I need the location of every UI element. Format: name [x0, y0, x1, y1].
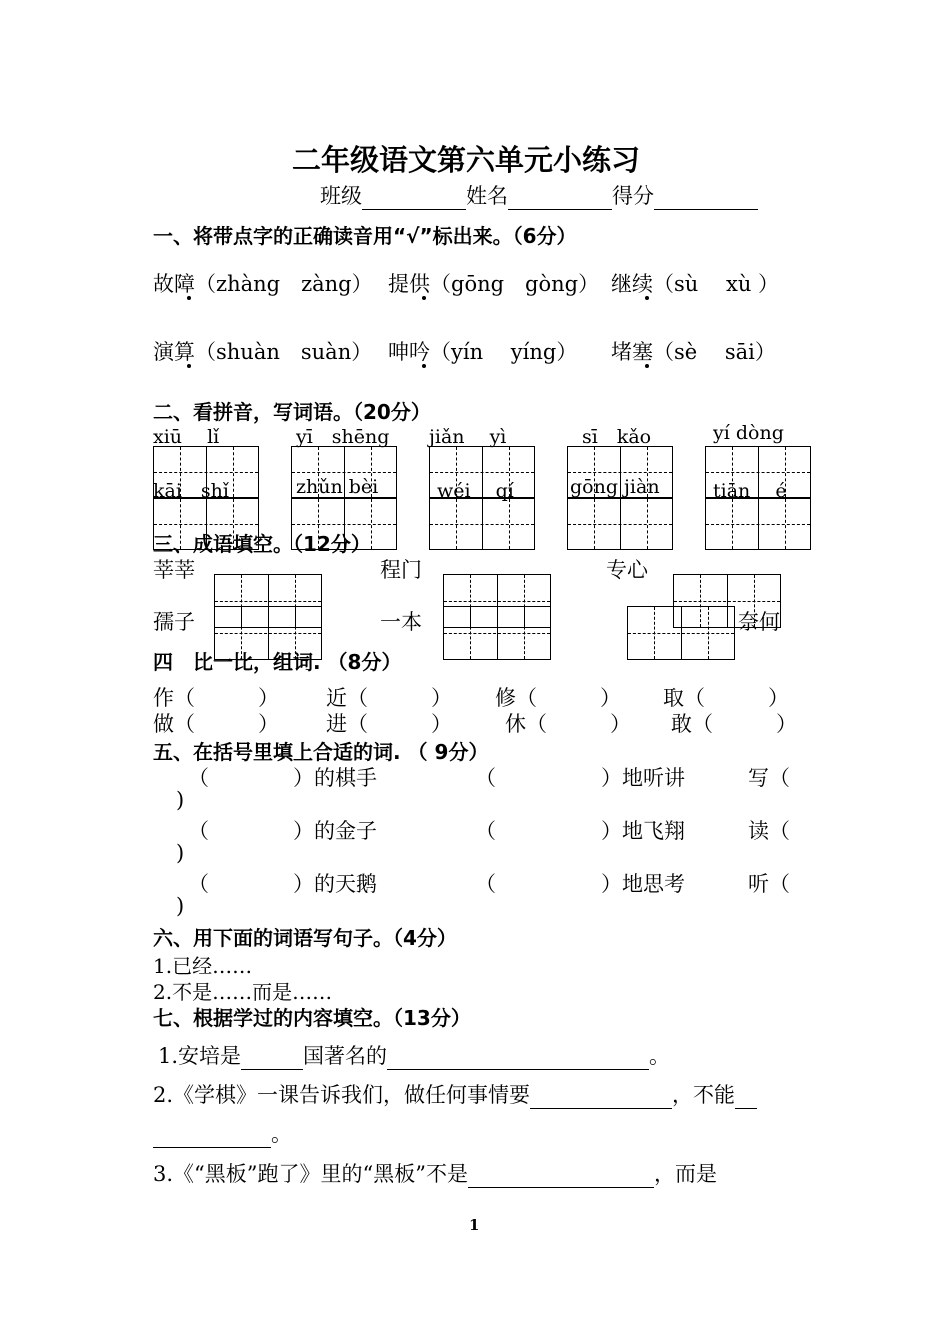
pinyin-1: xiū lǐ [153, 426, 220, 448]
idiom-4: 孺子 [153, 610, 195, 634]
section2-heading: 二、看拼音，写词语。（20分） [153, 400, 431, 424]
q1-blank-1[interactable] [241, 1047, 303, 1070]
score-blank[interactable] [654, 187, 758, 210]
section3-heading: 三、成语填空。（12分） [153, 532, 371, 556]
q2-blank-2[interactable] [735, 1086, 757, 1109]
name-label: 姓名 [466, 184, 508, 208]
idiom-1: 莘莘 [153, 558, 195, 582]
idiom-6: 奈何 [738, 610, 780, 634]
fill-item: （ ）地思考 [475, 872, 685, 896]
q1-text-c: 。 [649, 1044, 671, 1068]
fill-close: ) [176, 894, 185, 918]
fill-item: 听（ [748, 872, 790, 896]
section1-item-2: 提供（gōng gòng） [388, 272, 600, 296]
q3-text-a: 3.《“黑板”跑了》里的“黑板”不是 [153, 1162, 468, 1186]
emphasis-dot [422, 296, 426, 300]
idiom-2: 程门 [380, 558, 422, 582]
q3-line [153, 1158, 717, 1188]
q2-blank-1[interactable] [530, 1086, 672, 1109]
q1-text-a: 1.安培是 [158, 1044, 242, 1068]
info-line [320, 180, 758, 210]
class-blank[interactable] [362, 187, 466, 210]
q2-text-a: 2.《学棋》一课告诉我们，做任何事情要 [153, 1083, 531, 1107]
compare-item: 进（ ） [326, 712, 452, 736]
q3-text-b: ，而是 [653, 1162, 717, 1186]
section1-item-6: 堵塞（sè sāi） [611, 340, 776, 364]
page-title: 二年级语文第六单元小练习 [292, 143, 641, 177]
idiom-grid[interactable] [627, 606, 735, 660]
pinyin-3: jiǎn yì [429, 426, 507, 448]
sentence-item: 2.不是……而是…… [153, 980, 333, 1004]
compare-item: 敢（ ） [671, 712, 797, 736]
emphasis-dot [645, 364, 649, 368]
name-blank[interactable] [508, 187, 612, 210]
q2-line [153, 1079, 757, 1109]
section1-heading: 一、将带点字的正确读音用“√”标出来。（6分） [153, 224, 577, 248]
idiom-3: 专心 [606, 558, 648, 582]
pinyin-7: zhǔn bèi [296, 476, 379, 498]
fill-item: （ ）的棋手 [188, 766, 377, 790]
fill-item: 读（ [748, 819, 790, 843]
pinyin-9: gōng jiàn [570, 476, 660, 498]
score-label: 得分 [612, 184, 654, 208]
fill-close: ) [176, 788, 185, 812]
writing-grid[interactable] [429, 498, 535, 550]
fill-close: ) [176, 841, 185, 865]
q2-blank-3[interactable] [153, 1125, 271, 1148]
page-number: 1 [469, 1216, 480, 1234]
compare-item: 取（ ） [663, 686, 789, 710]
pinyin-4: sī kǎo [582, 426, 652, 448]
section1-item-1: 故障（zhàng zàng） [153, 272, 373, 296]
compare-item: 做（ ） [153, 712, 279, 736]
writing-grid[interactable] [705, 498, 811, 550]
section1-item-3: 继续（sù xù ） [611, 272, 780, 296]
pinyin-6: kāi shǐ [153, 480, 229, 502]
writing-grid[interactable] [567, 498, 673, 550]
q1-text-b: 国著名的 [303, 1044, 388, 1068]
compare-item: 作（ ） [153, 686, 279, 710]
emphasis-dot [187, 364, 191, 368]
q1-blank-2[interactable] [387, 1047, 649, 1070]
fill-item: （ ）的金子 [188, 819, 377, 843]
pinyin-10: tiān é [713, 480, 787, 502]
section1-item-4: 演算（shuàn suàn） [153, 340, 373, 364]
fill-item: （ ）的天鹅 [188, 872, 377, 896]
pinyin-2: yī shēng [296, 426, 390, 448]
section5-heading: 五、在括号里填上合适的词. （ 9分） [153, 740, 489, 764]
q2-text-c: 。 [271, 1122, 292, 1146]
fill-item: （ ）地听讲 [475, 766, 685, 790]
emphasis-dot [187, 296, 191, 300]
q2-text-b: ，不能 [672, 1083, 736, 1107]
emphasis-dot [422, 364, 426, 368]
section7-heading: 七、根据学过的内容填空。（13分） [153, 1006, 471, 1030]
pinyin-5: yí dòng [713, 422, 784, 444]
class-label: 班级 [320, 184, 362, 208]
q1-line [158, 1040, 670, 1070]
idiom-5: 一本 [380, 610, 422, 634]
fill-item: 写（ [748, 766, 790, 790]
compare-item: 休（ ） [505, 712, 631, 736]
q3-blank-1[interactable] [468, 1165, 654, 1188]
idiom-grid[interactable] [443, 606, 551, 660]
compare-item: 修（ ） [495, 686, 621, 710]
emphasis-dot [645, 296, 649, 300]
compare-item: 近（ ） [326, 686, 452, 710]
sentence-item: 1.已经…… [153, 954, 253, 978]
section1-item-5: 呻吟（yín yíng） [388, 340, 578, 364]
section6-heading: 六、用下面的词语写句子。（4分） [153, 926, 457, 950]
q2-line-2 [153, 1118, 292, 1148]
fill-item: （ ）地飞翔 [475, 819, 685, 843]
pinyin-8: wéi qí [437, 480, 514, 502]
section4-heading: 四 比一比，组词. （8分） [153, 650, 402, 674]
